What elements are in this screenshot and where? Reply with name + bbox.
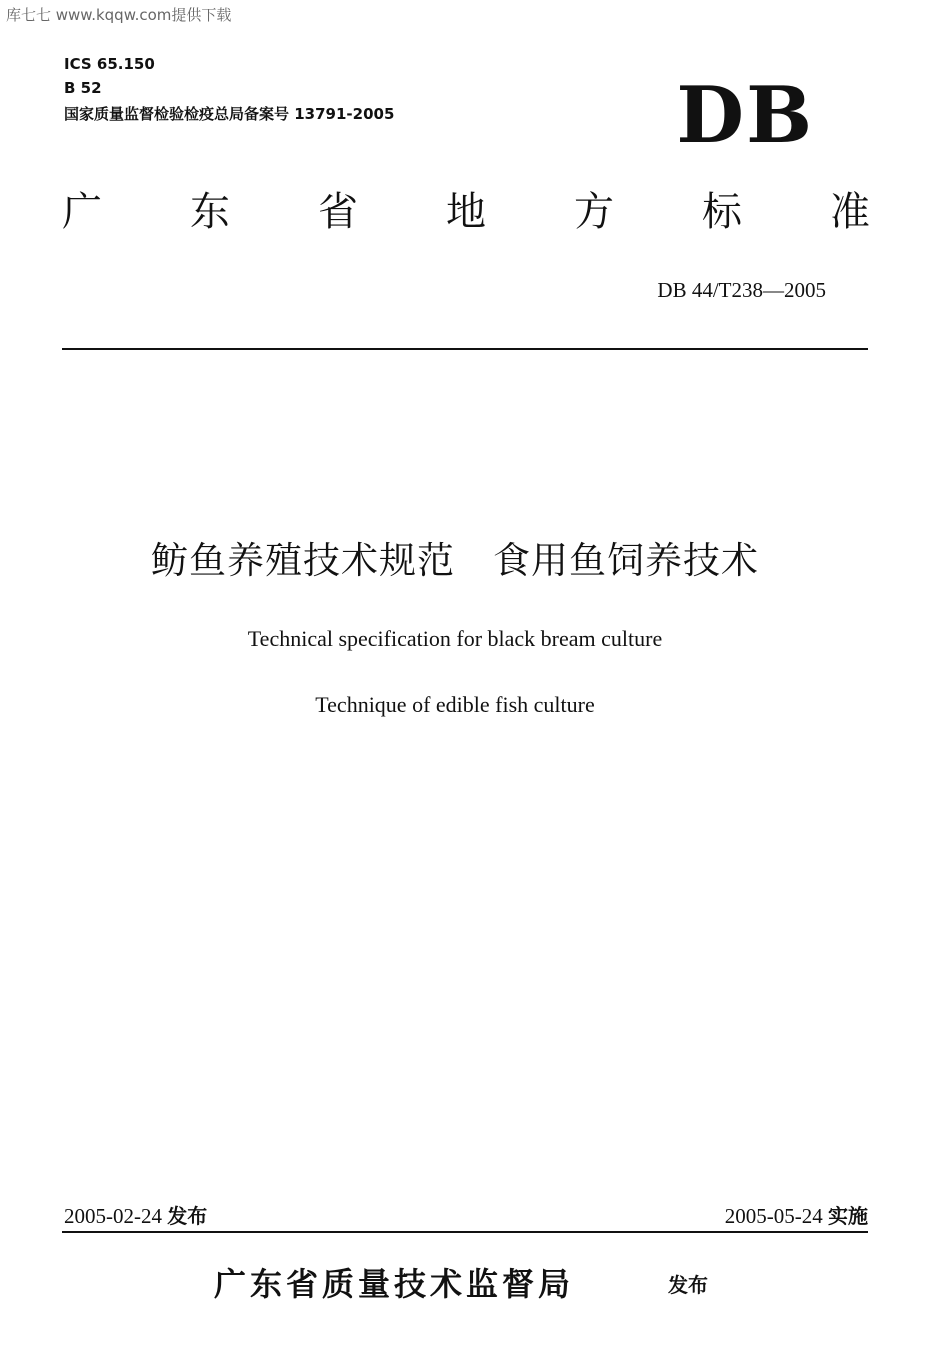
- standard-type-char: 标: [702, 189, 742, 235]
- effective-date: 2005-05-24: [724, 1204, 823, 1228]
- document-title-cn: 鲂鱼养殖技术规范 食用鱼饲养技术: [151, 539, 759, 582]
- standard-type-char: 准: [830, 189, 870, 235]
- document-title-en-line2: Technique of edible fish culture: [315, 692, 595, 717]
- standard-type-char: 广: [62, 189, 102, 235]
- standard-type-char: 东: [190, 189, 230, 235]
- db-logo: DB: [676, 70, 814, 161]
- standard-type-char: 方: [574, 189, 614, 235]
- ics-code: ICS 65.150: [64, 55, 155, 73]
- ccs-code: B 52: [64, 79, 102, 97]
- record-number: 国家质量监督检验检疫总局备案号 13791-2005: [64, 105, 395, 123]
- watermark-text: 库七七 www.kqqw.com提供下载: [6, 6, 232, 24]
- issuer-suffix: 发布: [668, 1273, 708, 1297]
- publish-label: 发布: [167, 1204, 208, 1228]
- standard-number: DB 44/T238—2005: [657, 278, 826, 302]
- effective-date-block: [725, 1202, 868, 1230]
- document-title-en-line1: Technical specification for black bream culture: [247, 626, 663, 651]
- top-divider: [62, 348, 868, 350]
- standard-type-char: 地: [446, 189, 486, 235]
- standard-type-char: 省: [318, 189, 358, 235]
- effective-label: 实施: [828, 1204, 868, 1228]
- publish-date-block: [64, 1202, 207, 1230]
- standard-type-title: [62, 186, 870, 238]
- bottom-divider: [62, 1231, 868, 1233]
- publish-date: 2005-02-24: [64, 1204, 162, 1228]
- issuer-name: 广东省质量技术监督局: [214, 1265, 575, 1303]
